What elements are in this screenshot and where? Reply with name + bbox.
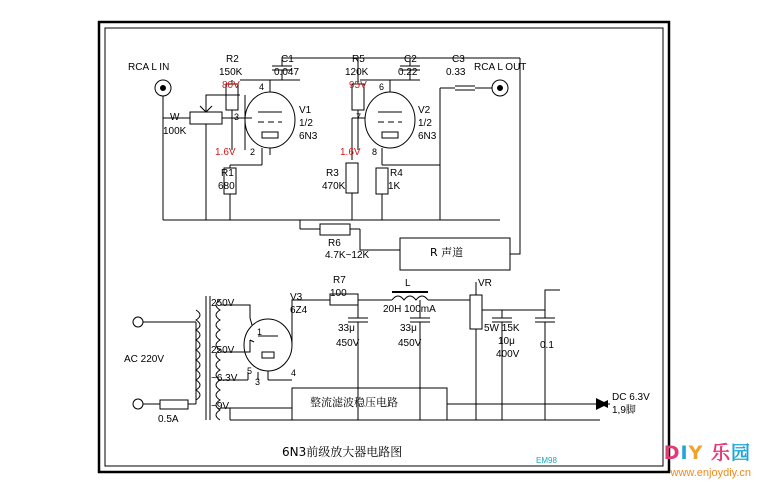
- dc-output-arrow: [596, 398, 608, 410]
- vr-value-label: 5W 15K: [484, 323, 520, 334]
- watermark-brand: [664, 438, 751, 465]
- tap-9v-label: ~9V: [211, 401, 230, 412]
- v2-pin8-label: 8: [372, 147, 378, 157]
- ac-input-label: AC 220V: [124, 354, 165, 365]
- cap-mid-label: 33μ: [400, 323, 417, 334]
- corner-tag-label: EM98: [536, 456, 557, 465]
- watermark-cn2: 园: [730, 442, 751, 464]
- r6-value-label: 4.7K~12K: [325, 250, 370, 261]
- v2-type-label: 6N3: [418, 131, 437, 142]
- c1-value-label: 0.047: [274, 67, 300, 78]
- choke-value-label: 20H 100mA: [383, 304, 436, 315]
- r2-label: R2: [226, 54, 239, 65]
- pot-label: W: [170, 112, 180, 123]
- choke-l-label: L: [405, 278, 411, 289]
- tap-250v-1-label: 250V: [211, 298, 235, 309]
- c3-value-label: 0.33: [446, 67, 466, 78]
- v3-pin1-label: 1: [257, 327, 263, 337]
- r3-value-label: 470K: [322, 181, 346, 192]
- fuse-label: 0.5A: [158, 414, 179, 425]
- c2-label: C2: [404, 54, 417, 65]
- r1-label: R1: [221, 168, 234, 179]
- voltage-95v-label: 95V: [349, 80, 367, 91]
- voltage-80v-label: 80V: [222, 80, 240, 91]
- v2-pin6-label: 6: [379, 82, 385, 92]
- voltage-16v-right-label: 1.6V: [340, 147, 361, 158]
- v3-type-label: 6Z4: [290, 305, 308, 316]
- cap-right-voltage-label: 400V: [496, 349, 520, 360]
- v1-pin2-label: 2: [250, 147, 256, 157]
- v3-pin3-label: 3: [255, 377, 261, 387]
- r1-value-label: 680: [218, 181, 235, 192]
- v1-type-label: 6N3: [299, 131, 318, 142]
- r3-label: R3: [326, 168, 339, 179]
- v3-pin5-label: 5: [247, 366, 253, 376]
- v1-half-label: 1/2: [299, 118, 313, 129]
- v1-label: V1: [299, 105, 312, 116]
- v3-label: V3: [290, 292, 303, 303]
- dc-out-line1-label: DC 6.3V: [612, 392, 650, 403]
- c3-label: C3: [452, 54, 465, 65]
- watermark-url: www.enjoydiy.cn: [670, 467, 751, 479]
- v3-pin4-label: 4: [291, 368, 297, 378]
- watermark-i: I: [680, 442, 689, 464]
- r7-label: R7: [333, 275, 346, 286]
- r5-value-label: 120K: [345, 67, 369, 78]
- v1-pin4-label: 4: [259, 82, 265, 92]
- diagram-title: 6N3前级放大器电路图: [282, 445, 403, 459]
- r4-value-label: 1K: [388, 181, 401, 192]
- v1-pin3-label: 3: [234, 112, 240, 122]
- cap-left-voltage-label: 450V: [336, 338, 360, 349]
- vr-label: VR: [478, 278, 492, 289]
- cap-last-label: 0.1: [540, 340, 554, 351]
- rca-in-label: RCA L IN: [128, 62, 170, 73]
- rectifier-block-label: 整流滤波稳压电路: [310, 396, 398, 409]
- watermark-y: Y: [688, 442, 704, 464]
- cap-right-label: 10μ: [498, 336, 515, 347]
- tap-63v-label: ~6.3V: [211, 373, 238, 384]
- v2-label: V2: [418, 105, 431, 116]
- voltage-16v-left-label: 1.6V: [215, 147, 236, 158]
- v2-pin7-label: 7: [356, 112, 362, 122]
- r7-value-label: 100: [330, 288, 347, 299]
- cap-mid-voltage-label: 450V: [398, 338, 422, 349]
- r5-label: R5: [352, 54, 365, 65]
- tap-250v-2-label: 250V: [211, 345, 235, 356]
- right-channel-label: R 声道: [430, 246, 464, 259]
- watermark: [664, 438, 751, 479]
- pot-value-label: 100K: [163, 126, 187, 137]
- watermark-d: D: [663, 442, 681, 464]
- cap-left-label: 33μ: [338, 323, 355, 334]
- c2-value-label: 0.22: [398, 67, 418, 78]
- r2-value-label: 150K: [219, 67, 243, 78]
- r6-label: R6: [328, 238, 341, 249]
- dc-out-line2-label: 1,9脚: [612, 405, 636, 416]
- r4-label: R4: [390, 168, 403, 179]
- rca-out-label: RCA L OUT: [474, 62, 527, 73]
- watermark-cn1: 乐: [710, 442, 731, 464]
- c1-label: C1: [281, 54, 294, 65]
- v2-half-label: 1/2: [418, 118, 432, 129]
